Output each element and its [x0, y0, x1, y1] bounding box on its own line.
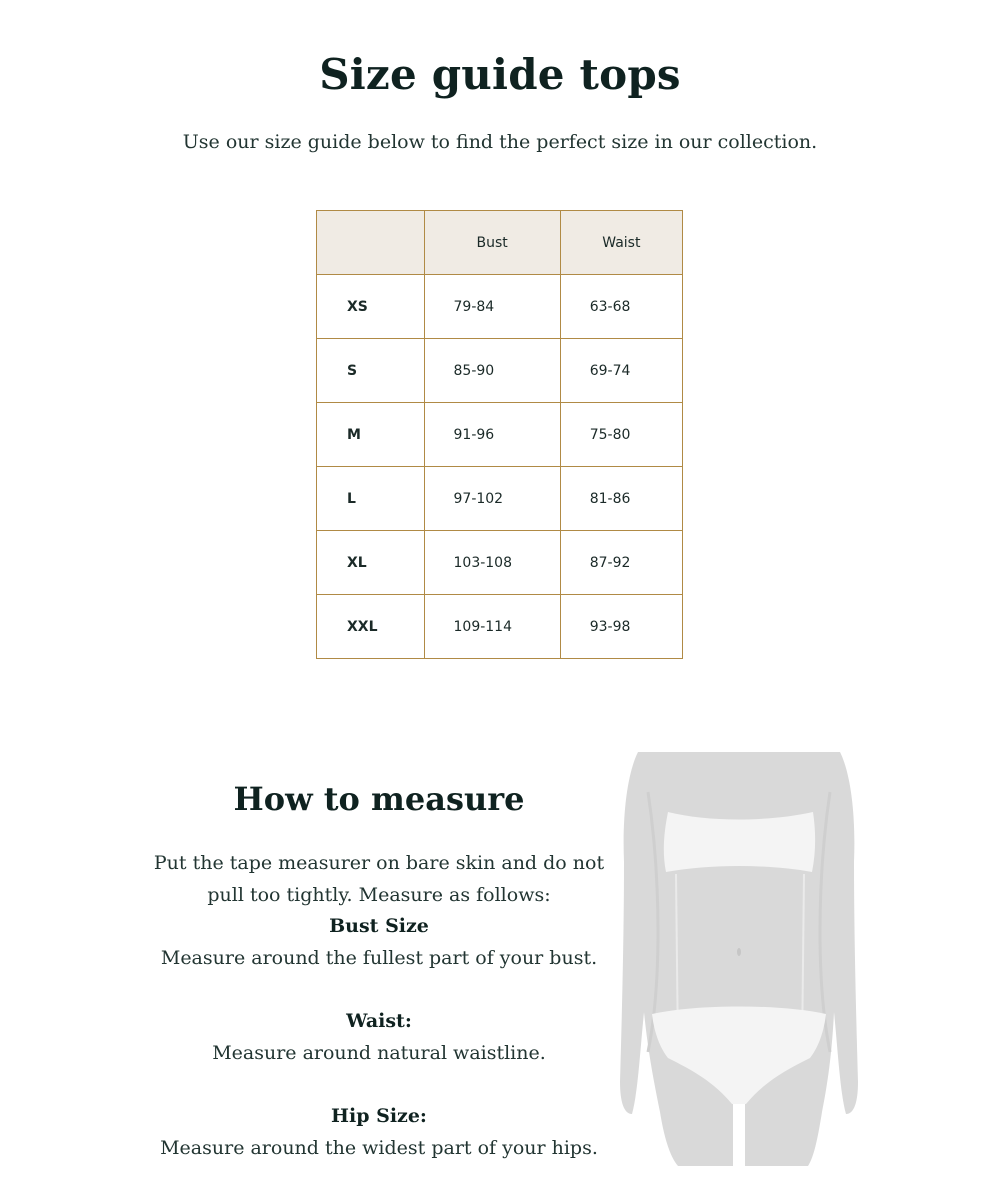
size-label: XS [317, 275, 425, 339]
table-row [317, 595, 683, 659]
table-row [317, 531, 683, 595]
how-to-measure-section [140, 780, 618, 1164]
table-row [317, 403, 683, 467]
bust-value: 109-114 [424, 595, 560, 659]
table-row [317, 339, 683, 403]
waist-value: 87-92 [560, 531, 682, 595]
bust-value: 91-96 [424, 403, 560, 467]
bust-value: 85-90 [424, 339, 560, 403]
waist-value: 63-68 [560, 275, 682, 339]
size-label: XL [317, 531, 425, 595]
waist-value: 93-98 [560, 595, 682, 659]
page-title: Size guide tops [319, 50, 681, 99]
waist-value: 81-86 [560, 467, 682, 531]
waist-value: 69-74 [560, 339, 682, 403]
size-label: XXL [317, 595, 425, 659]
body-silhouette-illustration [618, 752, 860, 1166]
bust-size-text: Measure around the fullest part of your bust. [160, 946, 598, 969]
hip-size-text: Measure around the widest part of your hips. [160, 1136, 598, 1159]
waist-value: 75-80 [560, 403, 682, 467]
size-table [316, 210, 683, 659]
waist-label: Waist: [346, 1010, 412, 1032]
waist-text: Measure around natural waistline. [212, 1041, 546, 1064]
page-subtitle: Use our size guide below to find the perfect size in our collection. [182, 131, 818, 153]
table-row [317, 275, 683, 339]
bust-value: 79-84 [424, 275, 560, 339]
header-empty-cell [317, 211, 425, 275]
table-row [317, 467, 683, 531]
header-waist: Waist [560, 211, 682, 275]
bust-value: 103-108 [424, 531, 560, 595]
header-bust: Bust [424, 211, 560, 275]
spacer [140, 974, 618, 1006]
bust-size-label: Bust Size [329, 915, 429, 937]
bust-value: 97-102 [424, 467, 560, 531]
size-label: M [317, 403, 425, 467]
size-label: L [317, 467, 425, 531]
body-silhouette-icon [618, 752, 860, 1166]
spacer [140, 1069, 618, 1101]
measure-intro: Put the tape measurer on bare skin and do not pull too tightly. Measure as follows: [153, 852, 605, 906]
hip-size-label: Hip Size: [331, 1105, 427, 1127]
table-header-row [317, 211, 683, 275]
size-label: S [317, 339, 425, 403]
how-to-measure-heading: How to measure [233, 780, 525, 818]
